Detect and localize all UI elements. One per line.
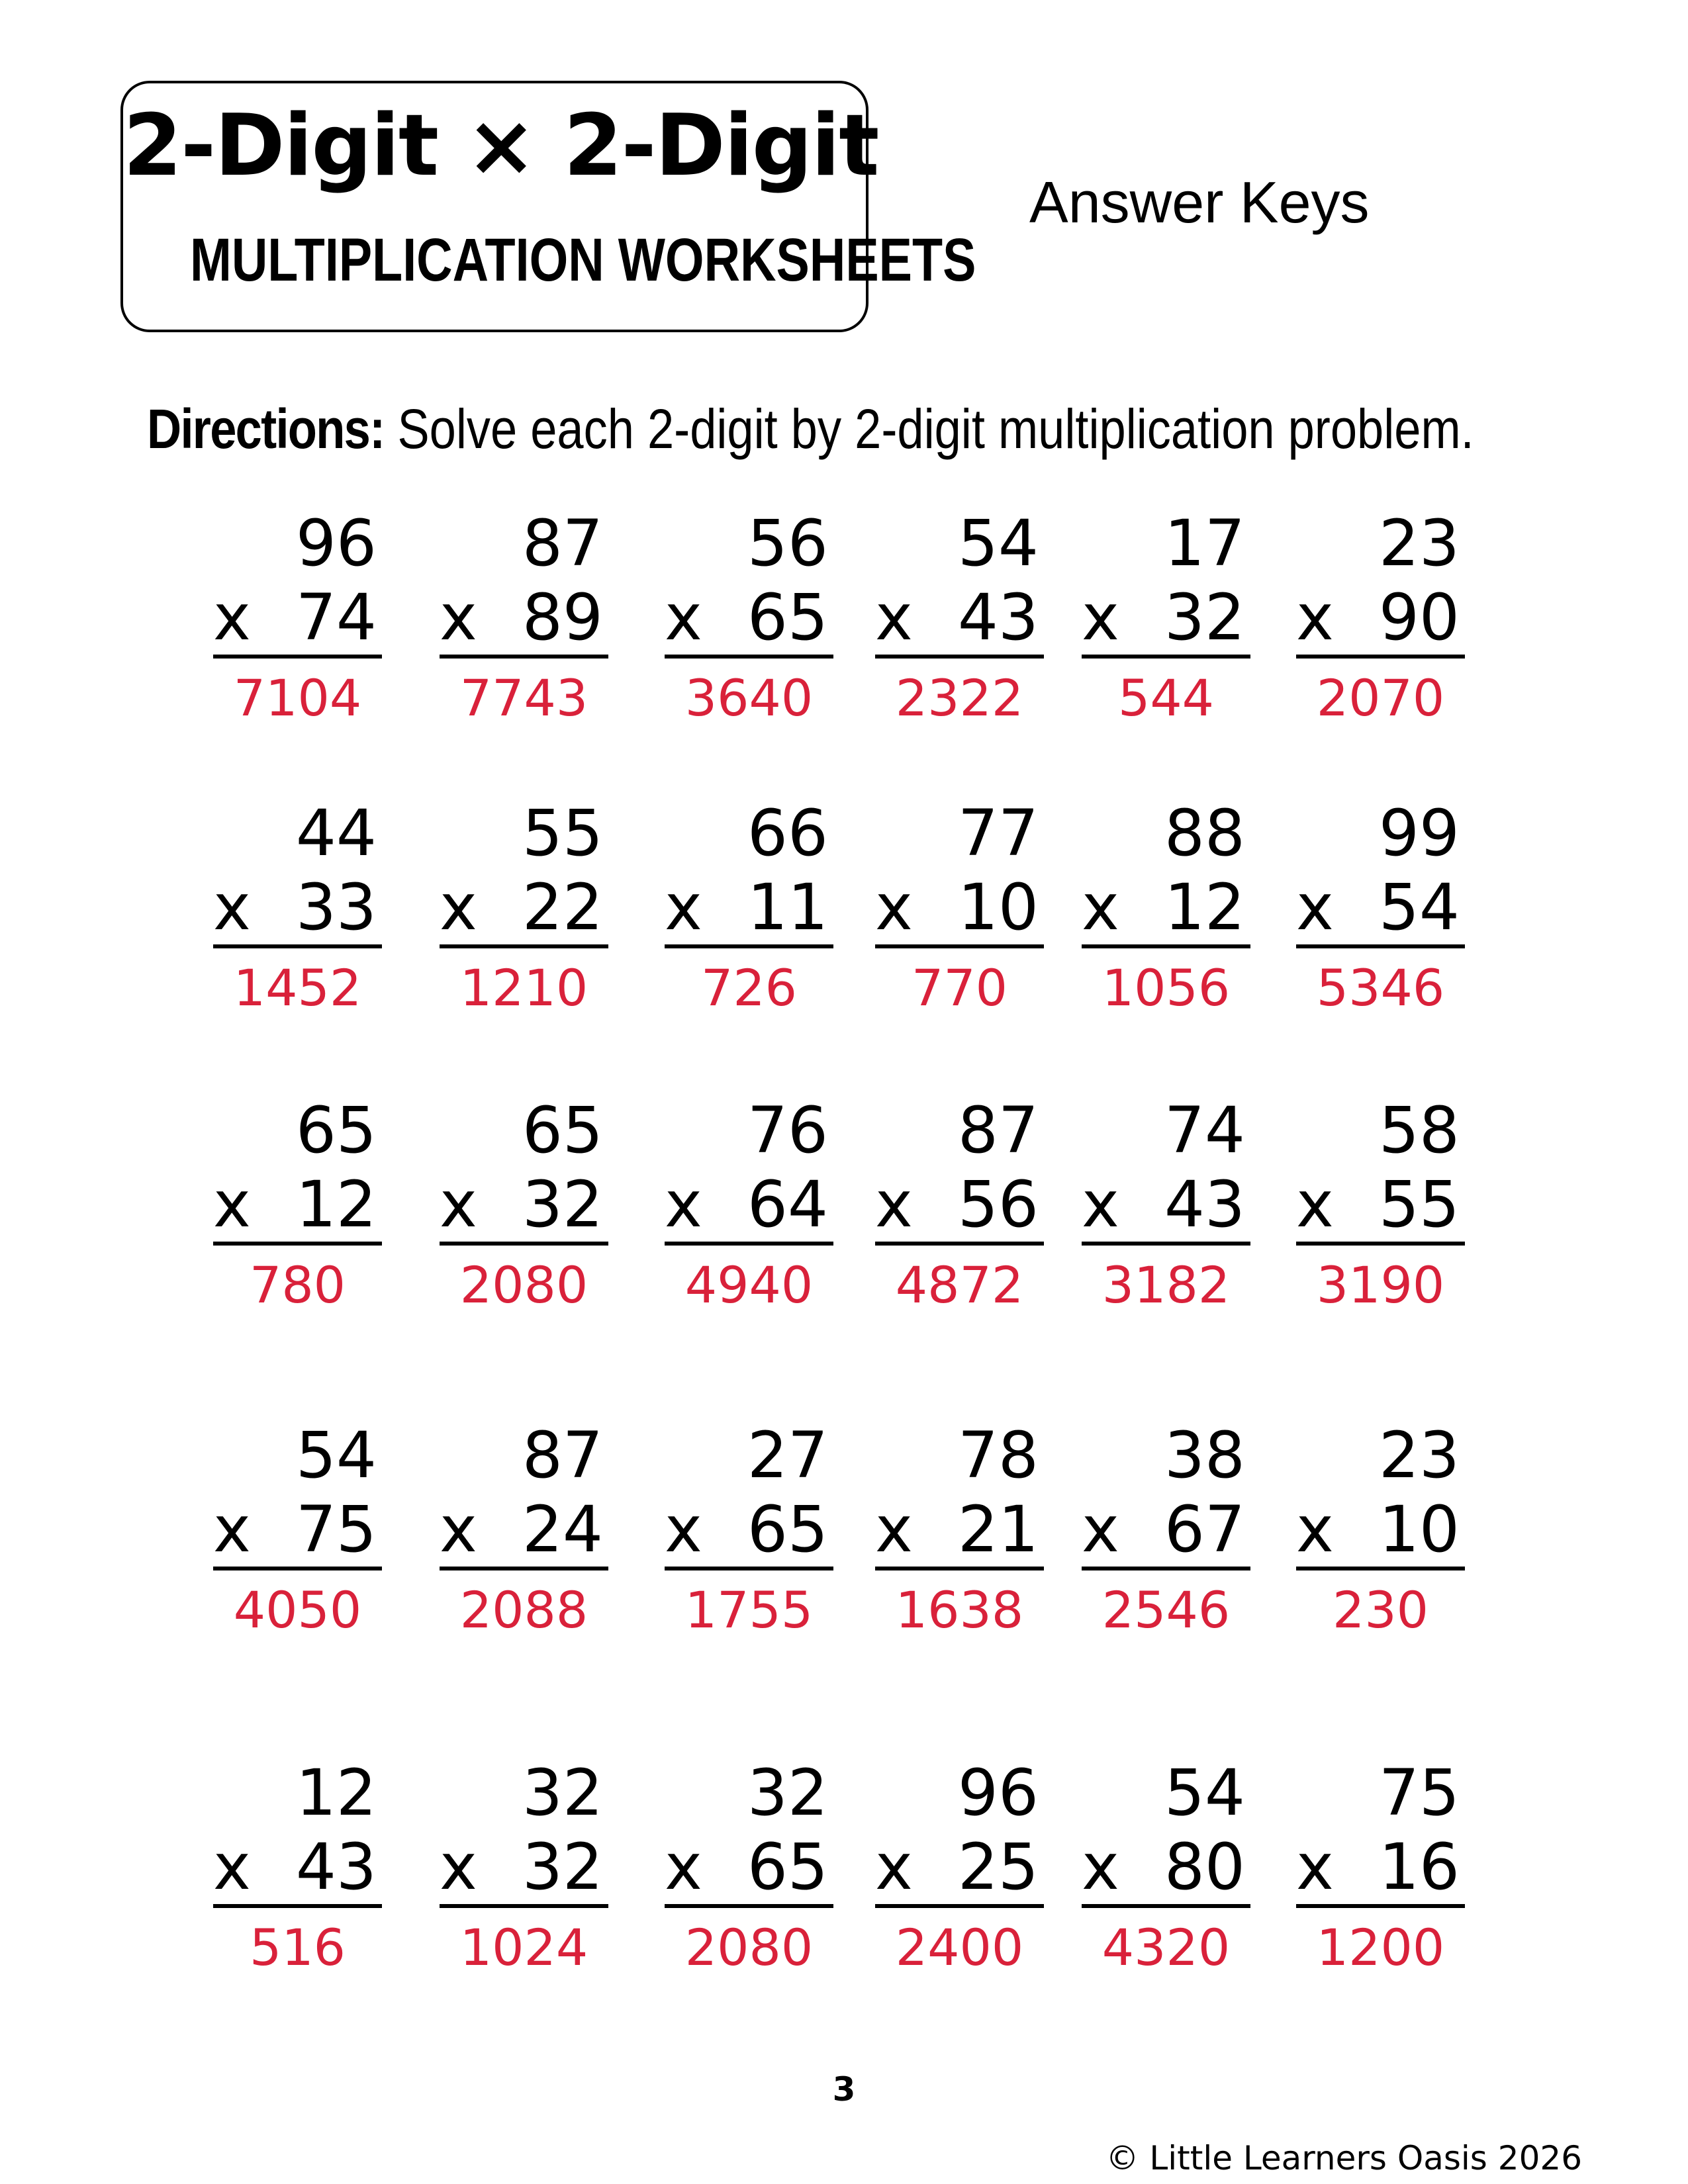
multiplier-row [875, 1830, 1044, 1908]
multiply-sign: x [1082, 1492, 1119, 1567]
multiplier-row [1082, 1167, 1250, 1246]
multiplicand: 56 [747, 506, 828, 580]
multiplicand: 23 [1378, 506, 1460, 580]
problem [875, 1756, 1044, 1981]
multiply-sign: x [875, 1167, 913, 1242]
multiplier: 24 [522, 1492, 603, 1567]
answer: 1638 [895, 1580, 1024, 1639]
multiplier: 43 [1164, 1167, 1245, 1242]
multiplicand: 66 [747, 796, 828, 870]
answer: 2400 [895, 1918, 1024, 1977]
multiplier-row [665, 870, 833, 948]
multiplier-row [213, 1167, 382, 1246]
multiplicand: 75 [1378, 1756, 1460, 1830]
problem [875, 1093, 1044, 1318]
answer: 7743 [459, 668, 588, 727]
answer: 4872 [895, 1255, 1024, 1314]
multiplier-row [1296, 1167, 1465, 1246]
multiply-sign: x [665, 870, 702, 944]
answer: 726 [700, 958, 798, 1017]
multiply-sign: x [440, 1492, 477, 1567]
multiplier: 90 [1378, 580, 1460, 655]
multiply-sign: x [875, 580, 913, 655]
multiplier-row [1296, 870, 1465, 948]
multiply-sign: x [1082, 580, 1119, 655]
multiplier: 32 [522, 1830, 603, 1904]
copyright-notice: © Little Learners Oasis 2026 [1105, 2139, 1582, 2177]
answer: 1024 [459, 1918, 588, 1977]
problem [213, 1093, 382, 1318]
problem [875, 796, 1044, 1021]
problem [213, 1418, 382, 1643]
multiplier-row [213, 1830, 382, 1908]
multiplier-row [440, 1830, 608, 1908]
problem [665, 1418, 833, 1643]
answer: 516 [249, 1918, 346, 1977]
multiplier: 16 [1378, 1830, 1460, 1904]
multiplicand: 44 [295, 796, 377, 870]
multiplier-row [665, 1167, 833, 1246]
multiplier: 56 [957, 1167, 1039, 1242]
multiplicand: 27 [747, 1418, 828, 1492]
answer: 1210 [459, 958, 588, 1017]
multiplier: 43 [295, 1830, 377, 1904]
multiplicand: 87 [957, 1093, 1039, 1167]
answer: 2080 [684, 1918, 814, 1977]
multiplier: 43 [957, 580, 1039, 655]
multiplier-row [665, 1492, 833, 1570]
multiplier: 65 [747, 1492, 828, 1567]
multiplicand: 12 [295, 1756, 377, 1830]
multiplier: 89 [522, 580, 603, 655]
multiplier-row [213, 580, 382, 659]
multiply-sign: x [213, 1830, 251, 1904]
multiplier: 10 [1378, 1492, 1460, 1567]
multiply-sign: x [213, 580, 251, 655]
title-heading: 2-Digit × 2-Digit [123, 97, 878, 195]
multiply-sign: x [440, 580, 477, 655]
multiply-sign: x [1296, 1492, 1334, 1567]
answer: 5346 [1316, 958, 1445, 1017]
multiplier: 64 [747, 1167, 828, 1242]
answer: 2080 [459, 1255, 588, 1314]
problem [213, 506, 382, 731]
answer: 3640 [684, 668, 814, 727]
multiplier-row [875, 580, 1044, 659]
answer: 4050 [233, 1580, 362, 1639]
multiply-sign: x [1296, 870, 1334, 944]
answer: 1452 [233, 958, 362, 1017]
multiplier: 12 [1164, 870, 1245, 944]
multiplier: 32 [1164, 580, 1245, 655]
problem [875, 1418, 1044, 1643]
problem [440, 1093, 608, 1318]
multiplier-row [1082, 870, 1250, 948]
multiplier-row [875, 1492, 1044, 1570]
multiplier-row [440, 1492, 608, 1570]
multiplier-row [1296, 1492, 1465, 1570]
answer: 2088 [459, 1580, 588, 1639]
multiplicand: 38 [1164, 1418, 1245, 1492]
multiplicand: 78 [957, 1418, 1039, 1492]
multiplicand: 54 [957, 506, 1039, 580]
multiplier: 65 [747, 1830, 828, 1904]
multiplicand: 96 [957, 1756, 1039, 1830]
multiply-sign: x [665, 1830, 702, 1904]
problem [1296, 796, 1465, 1021]
multiplier-row [213, 870, 382, 948]
multiplicand: 65 [295, 1093, 377, 1167]
multiplier: 54 [1378, 870, 1460, 944]
multiplier-row [440, 580, 608, 659]
multiplicand: 88 [1164, 796, 1245, 870]
multiplicand: 55 [522, 796, 603, 870]
answer: 3182 [1102, 1255, 1231, 1314]
problem [440, 796, 608, 1021]
multiplicand: 58 [1378, 1093, 1460, 1167]
multiplicand: 23 [1378, 1418, 1460, 1492]
multiply-sign: x [875, 870, 913, 944]
multiply-sign: x [440, 1167, 477, 1242]
multiplier: 10 [957, 870, 1039, 944]
multiplier-row [875, 1167, 1044, 1246]
multiply-sign: x [213, 870, 251, 944]
multiply-sign: x [440, 1830, 477, 1904]
multiplier: 25 [957, 1830, 1039, 1904]
problem [1082, 1093, 1250, 1318]
title-subheading: MULTIPLICATION WORKSHEETS [189, 226, 976, 294]
problem [1082, 1418, 1250, 1643]
answer: 1056 [1102, 958, 1231, 1017]
answer: 2070 [1316, 668, 1445, 727]
multiplier-row [875, 870, 1044, 948]
multiply-sign: x [1082, 1830, 1119, 1904]
multiplier: 67 [1164, 1492, 1245, 1567]
multiplier: 12 [295, 1167, 377, 1242]
page-number: 3 [832, 2070, 856, 2109]
answer: 2322 [895, 668, 1024, 727]
answer: 544 [1117, 668, 1215, 727]
problem [440, 1756, 608, 1981]
problem [665, 1756, 833, 1981]
multiplier: 74 [295, 580, 377, 655]
multiplier: 55 [1378, 1167, 1460, 1242]
multiplier-row [1082, 1492, 1250, 1570]
multiply-sign: x [875, 1492, 913, 1567]
multiplier-row [1296, 580, 1465, 659]
multiplicand: 54 [295, 1418, 377, 1492]
answer: 230 [1332, 1580, 1429, 1639]
problem [665, 506, 833, 731]
multiplicand: 54 [1164, 1756, 1245, 1830]
multiplier: 22 [522, 870, 603, 944]
multiply-sign: x [1082, 1167, 1119, 1242]
multiplier-row [213, 1492, 382, 1570]
answer-keys-label: Answer Keys [1029, 169, 1370, 235]
problem [213, 1756, 382, 1981]
multiply-sign: x [1082, 870, 1119, 944]
multiply-sign: x [665, 1492, 702, 1567]
multiplier-row [1082, 1830, 1250, 1908]
multiplier-row [1082, 580, 1250, 659]
multiplier: 32 [522, 1167, 603, 1242]
multiply-sign: x [875, 1830, 913, 1904]
problem [1296, 1418, 1465, 1643]
multiplier-row [665, 580, 833, 659]
multiply-sign: x [1296, 1830, 1334, 1904]
problem [1296, 506, 1465, 731]
multiplier: 80 [1164, 1830, 1245, 1904]
multiplicand: 96 [295, 506, 377, 580]
multiply-sign: x [1296, 1167, 1334, 1242]
answer: 770 [911, 958, 1008, 1017]
multiply-sign: x [665, 1167, 702, 1242]
multiplicand: 32 [747, 1756, 828, 1830]
answer: 2546 [1102, 1580, 1231, 1639]
multiplier: 75 [295, 1492, 377, 1567]
multiplicand: 87 [522, 1418, 603, 1492]
multiplicand: 74 [1164, 1093, 1245, 1167]
problem [440, 506, 608, 731]
multiply-sign: x [665, 580, 702, 655]
multiply-sign: x [1296, 580, 1334, 655]
multiplier: 21 [957, 1492, 1039, 1567]
multiplicand: 99 [1378, 796, 1460, 870]
directions-text: Solve each 2-digit by 2-digit multiplication problem. [397, 398, 1474, 460]
answer: 4940 [684, 1255, 814, 1314]
multiplicand: 87 [522, 506, 603, 580]
answer: 1755 [684, 1580, 814, 1639]
answer: 7104 [233, 668, 362, 727]
multiply-sign: x [440, 870, 477, 944]
multiplier-row [1296, 1830, 1465, 1908]
multiplicand: 65 [522, 1093, 603, 1167]
multiplier: 65 [747, 580, 828, 655]
multiplicand: 17 [1164, 506, 1245, 580]
answer: 3190 [1316, 1255, 1445, 1314]
multiplicand: 77 [957, 796, 1039, 870]
multiply-sign: x [213, 1492, 251, 1567]
multiplicand: 76 [747, 1093, 828, 1167]
answer: 4320 [1102, 1918, 1231, 1977]
problem [1296, 1093, 1465, 1318]
answer: 1200 [1316, 1918, 1445, 1977]
problem [1082, 1756, 1250, 1981]
problem [440, 1418, 608, 1643]
problem [1296, 1756, 1465, 1981]
multiplier: 33 [295, 870, 377, 944]
multiplier-row [440, 1167, 608, 1246]
multiplier-row [440, 870, 608, 948]
directions-label: Directions: [147, 398, 385, 460]
problem [665, 796, 833, 1021]
answer: 780 [249, 1255, 346, 1314]
multiplicand: 32 [522, 1756, 603, 1830]
problem [665, 1093, 833, 1318]
problem [213, 796, 382, 1021]
problem [875, 506, 1044, 731]
multiplier-row [665, 1830, 833, 1908]
multiply-sign: x [213, 1167, 251, 1242]
problem [1082, 796, 1250, 1021]
multiplier: 11 [747, 870, 828, 944]
problem [1082, 506, 1250, 731]
